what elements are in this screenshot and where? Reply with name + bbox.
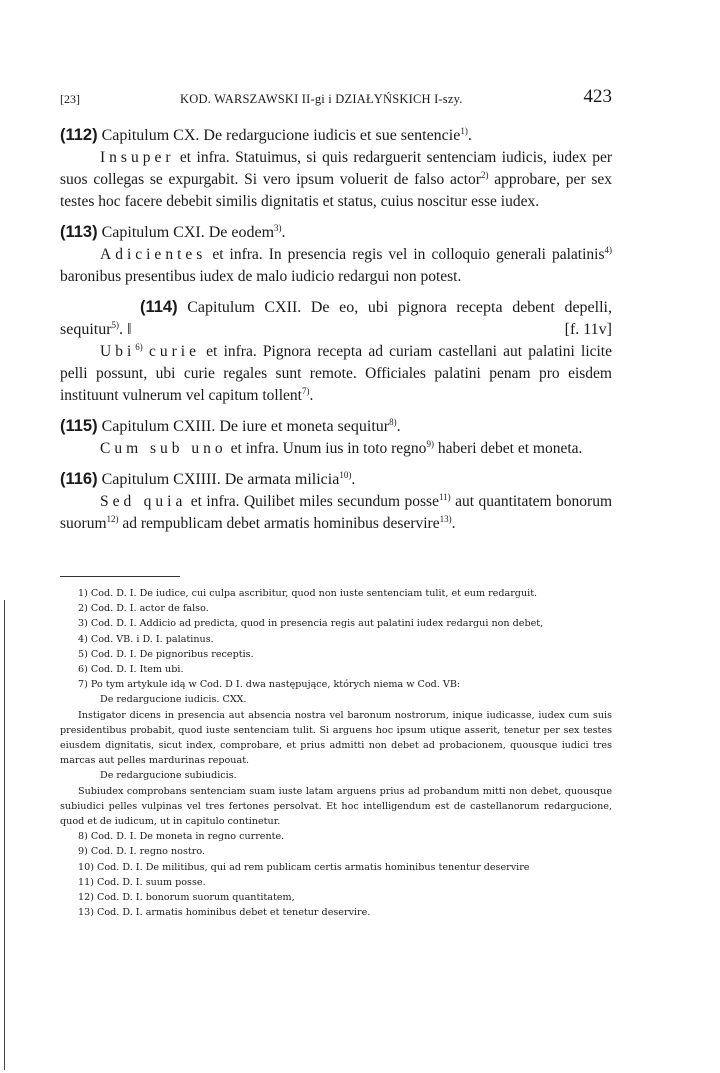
folio-marker: [f. 11v] xyxy=(564,321,612,338)
incipit: Sed quia xyxy=(100,493,187,510)
footnote: 1) Cod. D. I. De iudice, cui culpa ascribitur, quod non iuste sentenciam tulit, et eum redarguit. xyxy=(78,588,538,599)
chapter-heading: (114) Capitulum CXII. De eo, ubi pignora recepta debent depelli, sequitur$^{5)}$. ‖ [f. 11v] xyxy=(60,296,612,341)
footnote-ref: 4) xyxy=(604,245,612,255)
incipit: curie xyxy=(148,343,200,360)
footnote-ref: 2) xyxy=(480,170,489,180)
chapter-title: Capitulum CXIIII. De armata milicia xyxy=(97,471,340,488)
chapter-number: (113) xyxy=(60,223,98,241)
incipit: Adicientes xyxy=(100,246,207,263)
quoted-text: Instigator dicens in presencia aut absencia nostra vel baronum nostrorum, inique iudicasse, iudex cum suis presidentibus probabit, quod iuste sentenciam tulit. Si arguens hoc ipsum utique asserit, tenetur per sex testes eiusdem dignitatis, sicut index, comprobare, et prius admitti non debet ad probacionem, quousque iudici tres marcas aut pelles mardurinas repouat. xyxy=(60,709,612,767)
quoted-text: Subiudex comprobans sentenciam suam iuste latam arguens prius ad probandum mitti non debet, quousque subiudici pelles vulpinas vel tres fertones persolvat. Et hoc intelligendum est de castellanorum redargucione, quod et de iudicum, ut in capitulo continetur. xyxy=(60,785,612,828)
incipit: Cum sub uno xyxy=(100,440,227,457)
chapter-text: Ubi$^{6)}$ curie et infra. Pignora recepta ad curiam castellani aut palatini licite pelli possunt, ubi curie regales sunt remote. Officiales palatini penam pro eisdem instituunt vulnerum vel capitum tollent$^{7)}$. xyxy=(60,342,612,404)
chapter-text: Cum sub uno et infra. Unum ius in toto regno$^{9)}$ haberi debet et moneta. xyxy=(100,439,583,457)
chapter-text: Insuper et infra. Statuimus, si quis redarguerit sentenciam iudicis, iudex per suos collegas se expurgabit. Si vero ipsum voluerit de falso actor$^{2)}$ approbare, per sex testes hoc facere debebit similis dignitatis et status, cuius noscitur esse iudex. xyxy=(60,149,612,210)
chapter-section xyxy=(60,221,612,288)
footnote: 8) Cod. D. I. De moneta in regno currente. xyxy=(78,831,285,843)
footnote-ref: 11) xyxy=(438,492,451,502)
chapter-number: (114) xyxy=(140,298,178,316)
footnote-ref: 1) xyxy=(460,126,468,136)
footnote: 13) Cod. D. I. armatis hominibus debet et tenetur deservire. xyxy=(78,907,371,919)
footnote-ref: 12) xyxy=(106,514,119,524)
footnote: 2) Cod. D. I. actor de falso. xyxy=(78,603,209,615)
footnote: 4) Cod. VB. i D. I. palatinus. xyxy=(78,633,214,645)
chapter-number: (116) xyxy=(60,470,98,488)
chapter-title: Capitulum CXII. De eo, ubi pignora recepta debent depelli, sequitur xyxy=(60,299,612,338)
footnote: 12) Cod. D. I. bonorum suorum quantitatem, xyxy=(78,892,295,904)
chapter-heading: (116) Capitulum CXIIII. De armata milicia$^{10)}$. xyxy=(60,470,356,488)
footnote: 10) Cod. D. I. De militibus, qui ad rem publicam certis armatis hominibus tenentur deservire xyxy=(78,861,530,873)
footnote-ref: 13) xyxy=(439,514,452,524)
footnote-ref: 7) xyxy=(301,386,310,396)
footnote-ref: 6) xyxy=(135,342,143,352)
footnote-ref: 10) xyxy=(339,470,352,480)
chapter-section xyxy=(60,124,612,213)
footnote-ref: 5) xyxy=(111,320,120,330)
chapter-number: (115) xyxy=(60,417,98,435)
chapter-number: (112) xyxy=(60,126,98,144)
chapter-heading: (115) Capitulum CXIII. De iure et moneta sequitur$^{8)}$. xyxy=(60,417,401,435)
quoted-heading: De redargucione subiudicis. xyxy=(100,770,237,782)
chapter-section xyxy=(60,468,612,535)
footnote-ref: 9) xyxy=(426,439,434,449)
footnote: 7) Po tym artykule idą w Cod. D I. dwa następujące, których niema w Cod. VB: xyxy=(78,679,461,691)
running-header xyxy=(60,86,612,110)
chapter-section xyxy=(60,415,612,460)
footnote: 3) Cod. D. I. Addicio ad predicta, quod in presencia regis aut palatini iudex redargui non debet, xyxy=(78,618,544,630)
footnote: 5) Cod. D. I. De pignoribus receptis. xyxy=(78,648,254,660)
footnote: 9) Cod. D. I. regno nostro. xyxy=(78,846,205,858)
page-number: 423 xyxy=(583,86,612,107)
footnote-ref: 3) xyxy=(274,223,282,233)
chapter-section xyxy=(60,296,612,407)
chapter-heading: (112) Capitulum CX. De redargucione iudicis et sue sentencie$^{1)}$. xyxy=(60,126,472,144)
incipit: Ubi xyxy=(100,343,136,360)
header-left-marker: [23] xyxy=(60,92,80,106)
incipit: Insuper xyxy=(100,149,175,166)
chapter-title: Capitulum CX. De redargucione iudicis et sue sentencie xyxy=(97,127,461,144)
margin-rule xyxy=(4,600,5,1070)
footnotes xyxy=(60,586,612,920)
main-text xyxy=(60,124,612,543)
chapter-heading: (113) Capitulum CXI. De eodem$^{3)}$. xyxy=(60,223,286,241)
footnote-divider xyxy=(60,576,180,577)
chapter-title: Capitulum CXI. De eodem xyxy=(97,224,275,241)
quoted-heading: De redargucione iudicis. CXX. xyxy=(100,694,247,706)
chapter-title: Capitulum CXIII. De iure et moneta sequitur xyxy=(97,418,390,435)
footnote-ref: 8) xyxy=(389,417,397,427)
footnote: 11) Cod. D. I. suum posse. xyxy=(78,876,206,888)
chapter-text: Adicientes et infra. In presencia regis vel in colloquio generali palatinis$^{4)}$ baronibus presentibus iudex de malo iudicio redargui non potest. xyxy=(60,245,612,285)
footnote: 6) Cod. D. I. Item ubi. xyxy=(78,664,184,676)
header-title: KOD. WARSZAWSKI II-gi i DZIAŁYŃSKICH I-szy. xyxy=(180,92,463,106)
chapter-text: Sed quia et infra. Quilibet miles secundum posse$^{11)}$ aut quantitatem bonorum suorum$^{12)}$ ad rempublicam debet armatis hominibus deservire$^{13)}$. xyxy=(60,492,613,532)
